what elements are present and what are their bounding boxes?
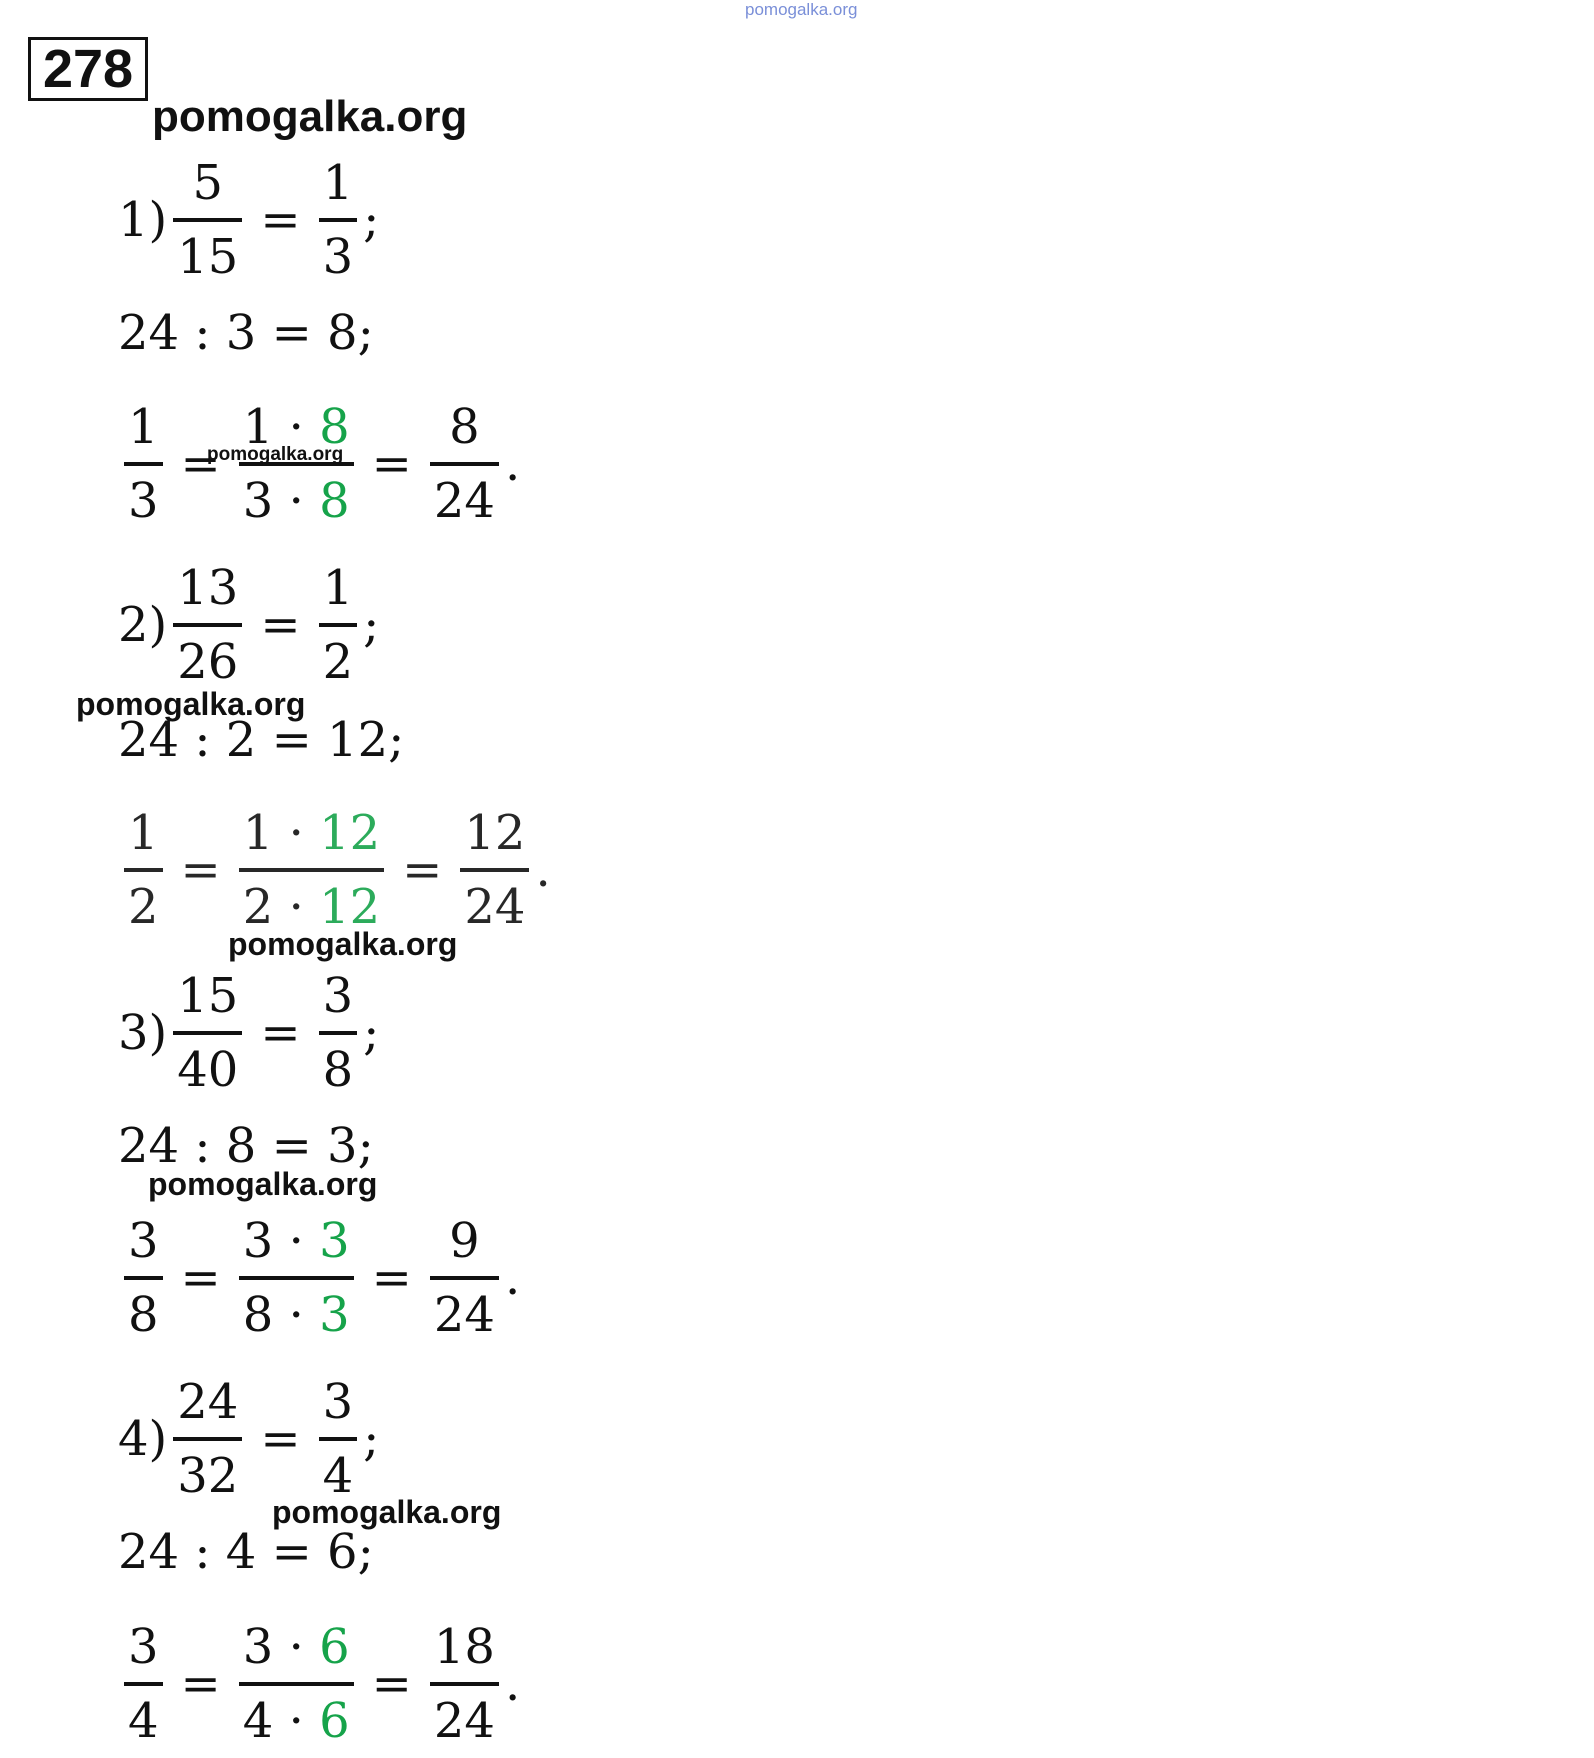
item-2-division: 24 : 2 = 12; bbox=[118, 712, 405, 768]
item-1-expand: $\frac{1}{3}$ = $\frac{1 \cdot 8}{3 \cdot 8}$ = $\frac{8}{24}$ . bbox=[118, 392, 520, 536]
fraction: $\frac{1}{3}$ bbox=[124, 392, 163, 536]
item-4-division: 24 : 4 = 6; bbox=[118, 1524, 374, 1580]
fraction: $\frac{1 \cdot 12}{2 \cdot 12}$ bbox=[239, 798, 384, 942]
fraction: $\frac{13}{26}$ bbox=[173, 553, 242, 697]
item-label: 1) bbox=[118, 192, 168, 248]
fraction: $\frac{18}{24}$ bbox=[430, 1612, 499, 1756]
fraction: $\frac{5}{15}$ bbox=[173, 148, 242, 292]
item-4-reduce: 4) $\frac{24}{32}$ = $\frac{3}{4}$ ; bbox=[118, 1367, 379, 1511]
fraction: $\frac{12}{24}$ bbox=[460, 798, 529, 942]
item-label: 4) bbox=[118, 1411, 168, 1467]
item-label: 2) bbox=[118, 597, 168, 653]
item-3-expand: $\frac{3}{8}$ = $\frac{3 \cdot 3}{8 \cdot 3}$ = $\frac{9}{24}$ . bbox=[118, 1206, 520, 1350]
top-watermark: pomogalka.org bbox=[745, 0, 858, 19]
fraction: $\frac{9}{24}$ bbox=[430, 1206, 499, 1350]
fraction: $\frac{3 \cdot 3}{8 \cdot 3}$ bbox=[239, 1206, 354, 1350]
fraction: $\frac{15}{40}$ bbox=[173, 961, 242, 1105]
item-2-reduce: 2) $\frac{13}{26}$ = $\frac{1}{2}$ ; bbox=[118, 553, 379, 697]
item-1-reduce: 1) $\frac{5}{15}$ = $\frac{1}{3}$ ; bbox=[118, 148, 379, 292]
fraction: $\frac{1 \cdot 8}{3 \cdot 8}$ bbox=[239, 392, 354, 536]
item-3-reduce: 3) $\frac{15}{40}$ = $\frac{3}{8}$ ; bbox=[118, 961, 379, 1105]
fraction: $\frac{3}{4}$ bbox=[319, 1367, 358, 1511]
watermark-small: pomogalka.org bbox=[207, 444, 344, 465]
fraction: $\frac{3}{4}$ bbox=[124, 1612, 163, 1756]
fraction: $\frac{3}{8}$ bbox=[124, 1206, 163, 1350]
watermark-main: pomogalka.org bbox=[148, 1166, 378, 1202]
watermark-main: pomogalka.org bbox=[76, 686, 306, 722]
item-4-expand: $\frac{3}{4}$ = $\frac{3 \cdot 6}{4 \cdot 6}$ = $\frac{18}{24}$ . bbox=[118, 1612, 520, 1756]
fraction: $\frac{24}{32}$ bbox=[173, 1367, 242, 1511]
item-3-division: 24 : 8 = 3; bbox=[118, 1118, 374, 1174]
task-number: 278 bbox=[28, 37, 148, 101]
fraction: $\frac{1}{2}$ bbox=[124, 798, 163, 942]
fraction: $\frac{3 \cdot 6}{4 \cdot 6}$ bbox=[239, 1612, 354, 1756]
fraction: $\frac{1}{3}$ bbox=[319, 148, 358, 292]
watermark-main: pomogalka.org bbox=[272, 1494, 502, 1530]
item-label: 3) bbox=[118, 1005, 168, 1061]
fraction: $\frac{1}{2}$ bbox=[319, 553, 358, 697]
fraction: $\frac{3}{8}$ bbox=[319, 961, 358, 1105]
fraction: $\frac{8}{24}$ bbox=[430, 392, 499, 536]
item-1-division: 24 : 3 = 8; bbox=[118, 305, 374, 361]
item-2-expand: $\frac{1}{2}$ = $\frac{1 \cdot 12}{2 \cdot 12}$ = $\frac{12}{24}$ . bbox=[118, 798, 551, 942]
watermark-main: pomogalka.org bbox=[228, 926, 458, 962]
watermark-main: pomogalka.org bbox=[152, 92, 468, 141]
